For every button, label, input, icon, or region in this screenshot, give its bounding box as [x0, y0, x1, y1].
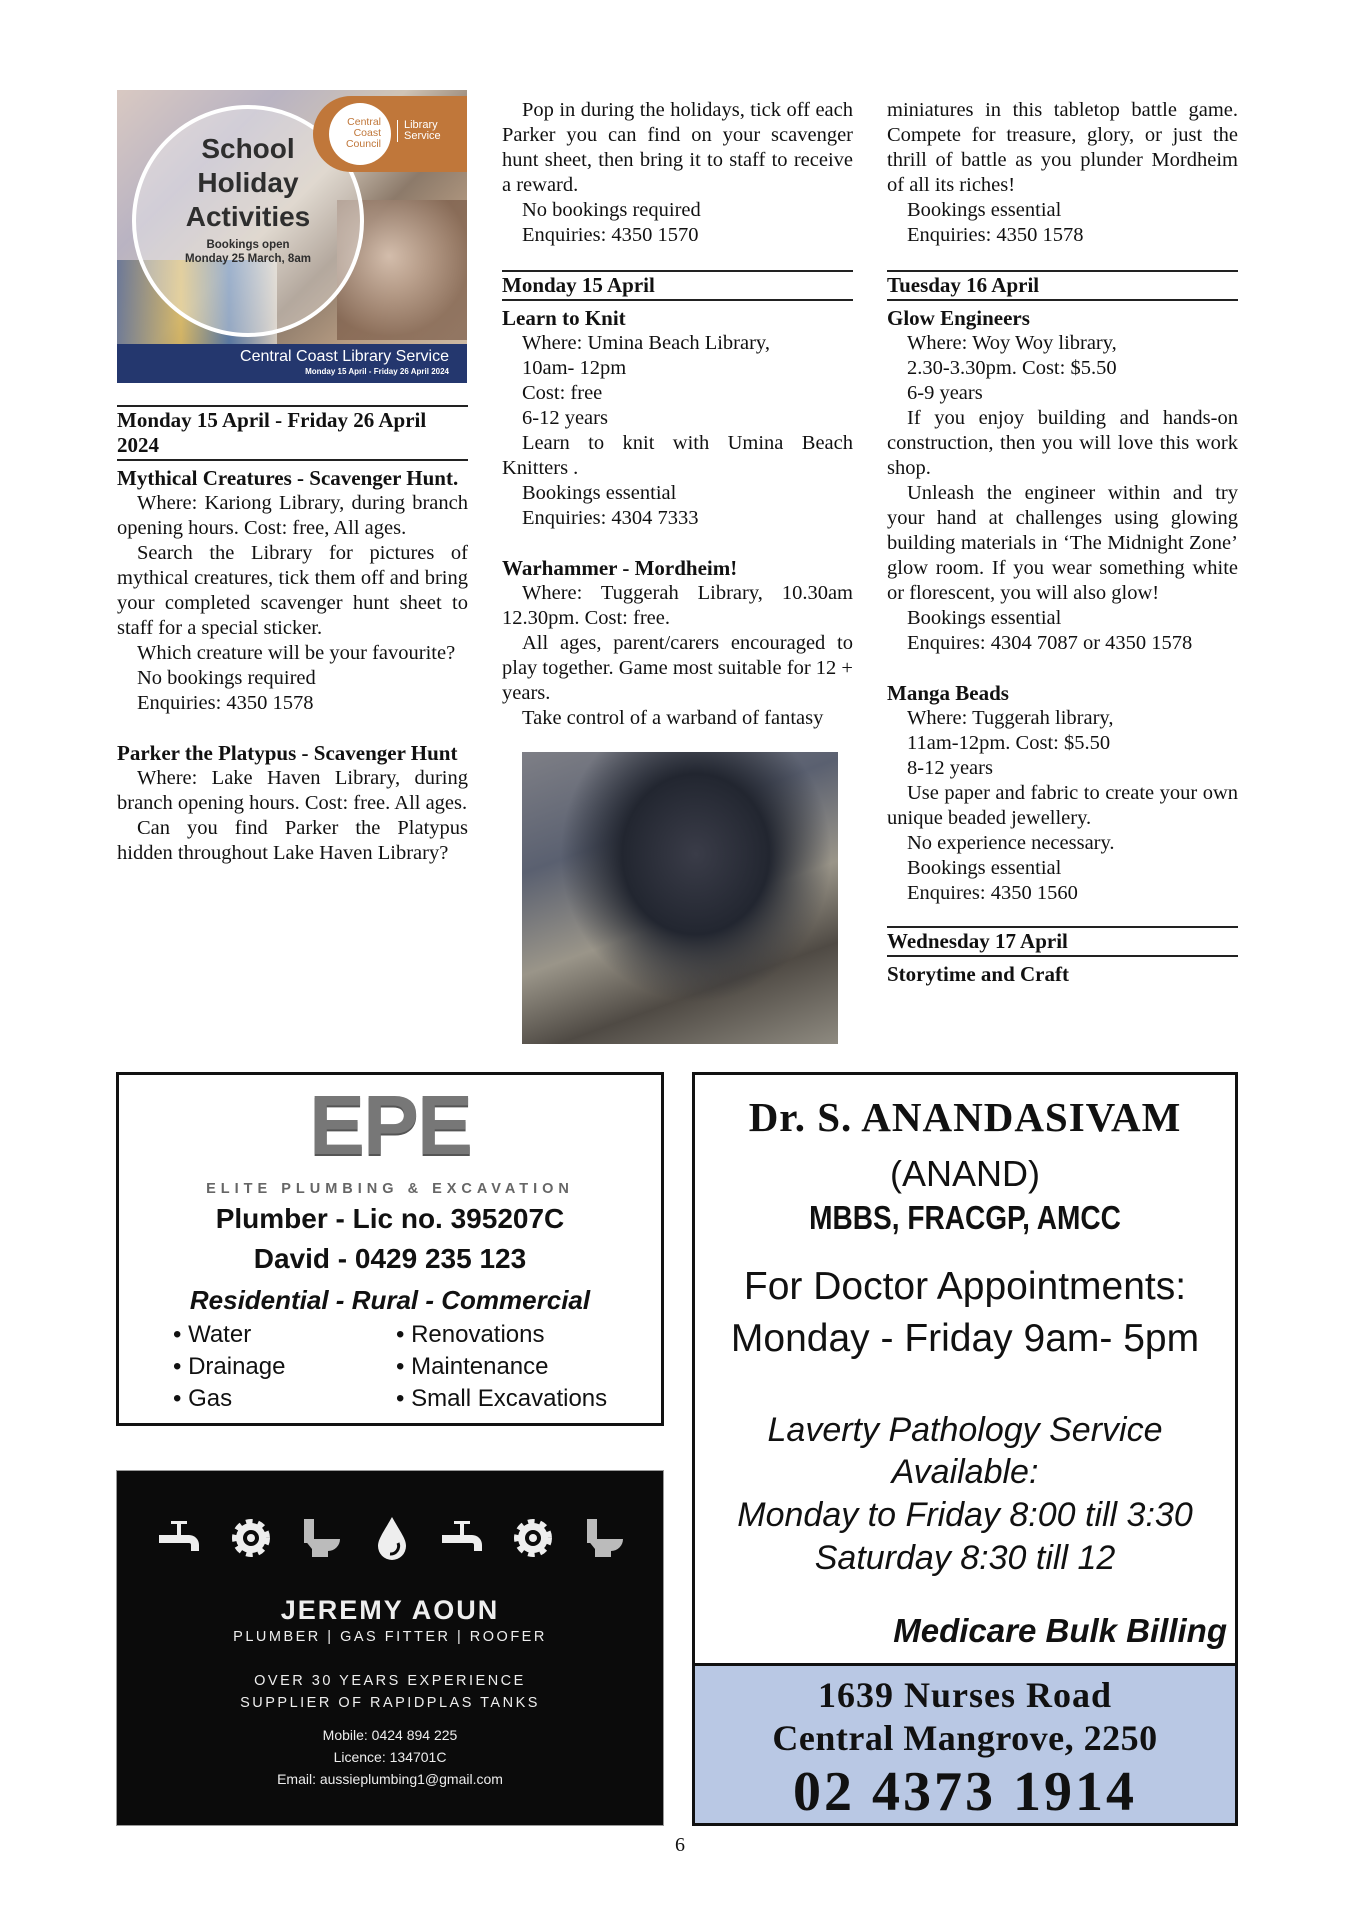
- billing: Medicare Bulk Billing: [893, 1612, 1227, 1649]
- service-areas: Residential - Rural - Commercial: [189, 1285, 591, 1315]
- address-street: 1639 Nurses Road: [817, 1675, 1112, 1715]
- paragraph: miniatures in this tabletop battle game. Compete for treasure, glory, or just the thrill of battle as you plunder Mordheim of all its riches!: [887, 99, 1238, 196]
- mobile: Mobile: 0424 894 225: [322, 1727, 458, 1743]
- event-detail: Bookings essential: [907, 607, 1062, 629]
- address-suburb: Central Mangrove, 2250: [772, 1718, 1158, 1758]
- date-header: Monday 15 April - Friday 26 April 2024: [117, 405, 468, 461]
- event-title: Glow Engineers: [887, 306, 1030, 330]
- event-detail: No bookings required: [137, 667, 316, 689]
- event-detail: Can you find Parker the Platypus hidden throughout Lake Haven Library?: [117, 817, 468, 864]
- event-title: Warhammer - Mordheim!: [502, 556, 738, 580]
- image-title: Holiday: [197, 167, 299, 198]
- event-list: [502, 306, 853, 731]
- event-detail: Bookings essential: [907, 857, 1062, 879]
- epe-logo: EPE: [308, 1078, 472, 1172]
- service-item: • Water: [173, 1321, 252, 1348]
- column-1: [117, 90, 468, 866]
- event: [887, 681, 1238, 906]
- paragraph: No bookings required: [522, 199, 701, 221]
- service-item: • Drainage: [173, 1353, 286, 1380]
- event-detail: Cost: free: [522, 382, 603, 404]
- paragraph: Enquiries: 4350 1570: [522, 224, 699, 246]
- tap-icon: [440, 1515, 486, 1561]
- water-drop-icon: [369, 1515, 415, 1561]
- image-band: [117, 344, 467, 383]
- services-left: [173, 1319, 285, 1415]
- council-logo: Central Coast Council: [329, 103, 391, 165]
- event-detail: Use paper and fabric to create your own unique beaded jewellery.: [887, 782, 1238, 829]
- school-holiday-activities-image: [117, 90, 467, 383]
- event-list: [887, 962, 1238, 987]
- appointments-hours: Monday - Friday 9am- 5pm: [730, 1317, 1200, 1360]
- phone-number: 02 4373 1914: [793, 1761, 1137, 1823]
- event-detail: If you enjoy building and hands-on construction, then you will love this work shop.: [887, 407, 1238, 479]
- pathology-line: Available:: [891, 1453, 1039, 1491]
- service-item: • Small Excavations: [396, 1385, 608, 1412]
- epe-logo-subtitle: ELITE PLUMBING & EXCAVATION: [206, 1181, 574, 1197]
- appointments-label: For Doctor Appointments:: [743, 1265, 1187, 1308]
- band-title: Central Coast Library Service: [240, 348, 449, 365]
- event: [887, 962, 1238, 987]
- event-detail: Which creature will be your favourite?: [137, 642, 456, 664]
- paragraph: Bookings essential: [907, 199, 1062, 221]
- doctor-ad: [692, 1072, 1238, 1826]
- event-detail: Bookings essential: [522, 482, 677, 504]
- pathology-line: Saturday 8:30 till 12: [814, 1539, 1116, 1577]
- event-detail: Where: Kariong Library, during branch opening hours. Cost: free, All ages.: [117, 492, 468, 539]
- licence: Licence: 134701C: [333, 1749, 447, 1765]
- service-item: • Gas: [173, 1385, 233, 1412]
- event-detail: 6-12 years: [522, 407, 608, 429]
- event-detail: Enquires: 4350 1560: [907, 882, 1078, 904]
- elite-plumbing-ad: [116, 1072, 664, 1426]
- event-detail: Where: Lake Haven Library, during branch opening hours. Cost: free. All ages.: [117, 767, 468, 814]
- jeremy-aoun-plumbing-ad: [116, 1470, 664, 1826]
- event-detail: Enquires: 4304 7087 or 4350 1578: [907, 632, 1193, 654]
- event-detail: All ages, parent/carers encouraged to play together. Game most suitable for 12 + years.: [502, 632, 853, 704]
- event-title: Parker the Platypus - Scavenger Hunt: [117, 741, 458, 765]
- event-detail: Where: Umina Beach Library,: [522, 332, 770, 354]
- event-title: Storytime and Craft: [887, 962, 1069, 986]
- event-detail: Enquiries: 4350 1578: [137, 692, 314, 714]
- contact-phone: David - 0429 235 123: [253, 1243, 527, 1274]
- event-title: Mythical Creatures - Scavenger Hunt.: [117, 466, 459, 490]
- email: Email: aussieplumbing1@gmail.com: [277, 1771, 503, 1787]
- column-2: [502, 98, 853, 1044]
- event-detail: Enquiries: 4304 7333: [522, 507, 699, 529]
- trades: PLUMBER | GAS FITTER | ROOFER: [233, 1629, 547, 1645]
- image-title: School: [201, 133, 295, 164]
- gear-icon: [510, 1515, 556, 1561]
- service-item: • Renovations: [396, 1321, 545, 1348]
- paragraph: Pop in during the holidays, tick off each Parker you can find on your scavenger hunt sheet, then bring it to staff to receive a reward.: [502, 99, 853, 196]
- bookings-open: Bookings open: [206, 239, 290, 251]
- library-service-logo: Library Service: [397, 120, 457, 142]
- gear-icon: [228, 1515, 274, 1561]
- band-dates: Monday 15 April - Friday 26 April 2024: [305, 367, 449, 376]
- date-header: Monday 15 April: [502, 270, 853, 301]
- doctor-name: Dr. S. ANANDASIVAM: [748, 1094, 1182, 1140]
- paragraph: Enquiries: 4350 1578: [907, 224, 1084, 246]
- service-item: • Maintenance: [396, 1353, 549, 1380]
- event-title: Manga Beads: [887, 681, 1009, 705]
- trade-icons: [157, 1515, 627, 1561]
- event-detail: Learn to knit with Umina Beach Knitters .: [502, 432, 853, 479]
- supplier: SUPPLIER OF RAPIDPLAS TANKS: [240, 1695, 540, 1711]
- event: [117, 466, 468, 716]
- doctor-nickname: (ANAND): [890, 1153, 1040, 1194]
- continued-text: [502, 98, 853, 248]
- toilet-icon: [298, 1515, 344, 1561]
- date-header: Tuesday 16 April: [887, 270, 1238, 301]
- business-owner-name: JEREMY AOUN: [280, 1595, 500, 1625]
- event-detail: Unleash the engineer within and try your hand at challenges using glowing building materials in ‘The Midnight Zone’ glow room. If you wear something white or florescent, you will also glow!: [887, 482, 1238, 604]
- continued-text: [887, 98, 1238, 248]
- event: [887, 306, 1238, 656]
- date-header: Wednesday 17 April: [887, 926, 1238, 957]
- event-detail: Where: Tuggerah Library, 10.30am 12.30pm. Cost: free.: [502, 582, 853, 629]
- event-detail: 11am-12pm. Cost: $5.50: [907, 732, 1111, 754]
- event-list: [887, 306, 1238, 906]
- event-detail: 6-9 years: [907, 382, 983, 404]
- qualifications: MBBS, FRACGP, AMCC: [809, 1199, 1121, 1236]
- page-number: 6: [675, 1834, 685, 1856]
- event-detail: 8-12 years: [907, 757, 993, 779]
- event-detail: Where: Tuggerah library,: [907, 707, 1114, 729]
- event: [117, 741, 468, 866]
- column-3: [887, 98, 1238, 987]
- address-panel: [695, 1663, 1235, 1823]
- services-right: [396, 1319, 607, 1415]
- image-title: Activities: [185, 201, 311, 232]
- event-detail: No experience necessary.: [907, 832, 1115, 854]
- event-detail: Where: Woy Woy library,: [907, 332, 1117, 354]
- pathology-line: Monday to Friday 8:00 till 3:30: [737, 1496, 1193, 1534]
- pathology-line: Laverty Pathology Service: [767, 1411, 1163, 1449]
- warhammer-miniatures-image: [522, 752, 838, 1044]
- event-detail: 2.30-3.30pm. Cost: $5.50: [907, 357, 1117, 379]
- tap-icon: [157, 1515, 203, 1561]
- event-title: Learn to Knit: [502, 306, 626, 330]
- plumber-licence: Plumber - Lic no. 395207C: [215, 1203, 565, 1234]
- toilet-icon: [581, 1515, 627, 1561]
- experience: OVER 30 YEARS EXPERIENCE: [254, 1673, 526, 1689]
- event: [502, 556, 853, 731]
- event-detail: 10am- 12pm: [522, 357, 627, 379]
- bookings-date: Monday 25 March, 8am: [185, 253, 311, 265]
- event: [502, 306, 853, 531]
- event-list: [117, 466, 468, 866]
- event-detail: Search the Library for pictures of mythical creatures, tick them off and bring your completed scavenger hunt sheet to staff for a special sticker.: [117, 542, 468, 639]
- event-detail: Take control of a warband of fantasy: [522, 707, 824, 729]
